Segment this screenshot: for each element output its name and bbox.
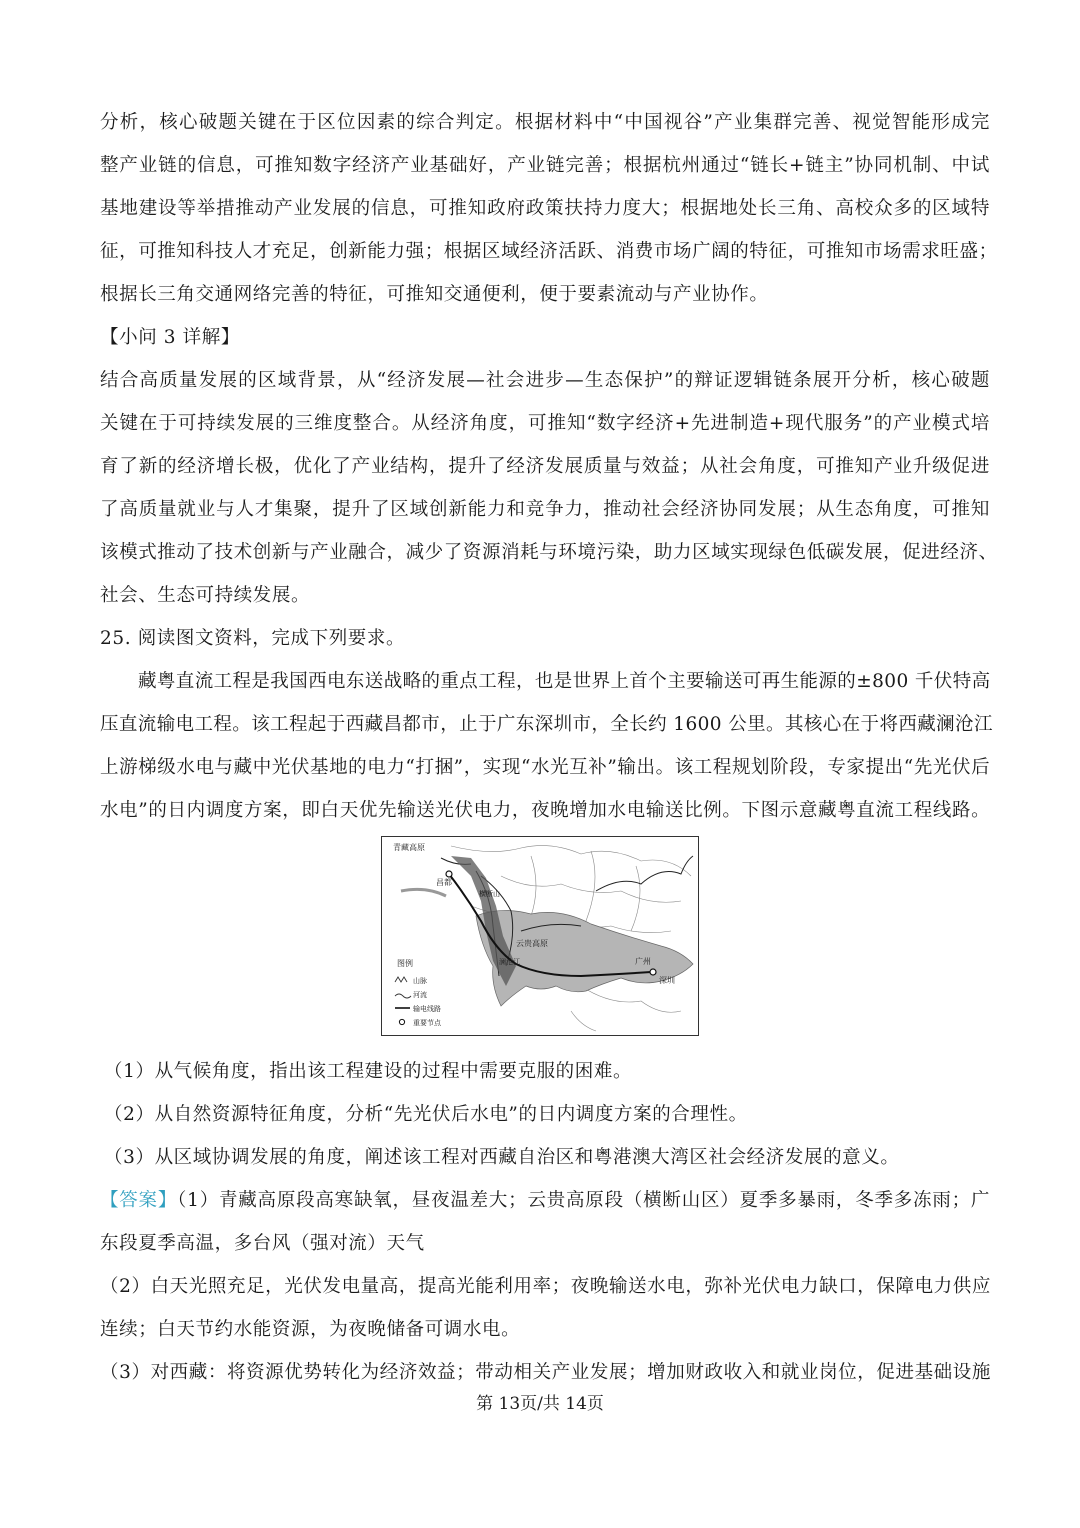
label-changdu: 昌都 (436, 878, 452, 887)
answer-line: 连续；白天节约水能资源，为夜晚储备可调水电。 (100, 1319, 521, 1340)
label-hengduan: 横断山 (479, 890, 500, 898)
text-line: 基地建设等举措推动产业发展的信息，可推知政府政策扶持力度大；根据地处长三角、高校众多的区域特 (100, 198, 990, 219)
answer-line: 东段夏季高温，多台风（强对流）天气 (100, 1233, 425, 1254)
material-line: 水电”的日内调度方案，即白天优先输送光伏电力，夜晚增加水电输送比例。下图示意藏粤直流工程线路。 (100, 800, 990, 821)
answer-line: （2）白天光照充足，光伏发电量高，提高光能利用率；夜晚输送水电，弥补光伏电力缺口，保障电力供应 (100, 1276, 991, 1297)
text-line: 整产业链的信息，可推知数字经济产业基础好，产业链完善；根据杭州通过“链长+链主”协同机制、中试 (100, 155, 990, 176)
text-line: 关键在于可持续发展的三维度整合。从经济角度，可推知“数字经济+先进制造+现代服务”的产业模式培 (100, 413, 990, 434)
material-line: 上游梯级水电与藏中光伏基地的电力“打捆”，实现“水光互补”输出。该工程规划阶段，专家提出“先光伏后 (100, 757, 990, 778)
label-guangzhou: 广州 (635, 957, 651, 966)
section-heading: 【小问 3 详解】 (100, 327, 240, 348)
text-line: 社会、生态可持续发展。 (100, 585, 311, 606)
label-qinghai-tibet: 青藏高原 (393, 843, 425, 852)
answer-line: （3）对西藏：将资源优势转化为经济效益；带动相关产业发展；增加财政收入和就业岗位，促进基础设施 (100, 1362, 991, 1383)
route-map (381, 836, 699, 1036)
legend-title: 图例 (397, 959, 413, 968)
question-line: （3）从区域协调发展的角度，阐述该工程对西藏自治区和粤港澳大湾区社会经济发展的意义。 (104, 1147, 900, 1168)
node-shenzhen (650, 969, 656, 975)
legend-river: 河流 (413, 991, 427, 999)
text-line: 结合高质量发展的区域背景，从“经济发展—社会进步—生态保护”的辩证逻辑链条展开分析，核心破题 (100, 370, 990, 391)
answer-text: （1）青藏高原段高寒缺氧，昼夜温差大；云贵高原段（横断山区）夏季多暴雨，冬季多冻雨；广 (177, 1190, 990, 1211)
answer-label: 【答案】 (100, 1190, 178, 1211)
legend-node-icon (399, 1019, 404, 1024)
question-line: （1）从气候角度，指出该工程建设的过程中需要克服的困难。 (104, 1061, 633, 1082)
material-line: 压直流输电工程。该工程起于西藏昌都市，止于广东深圳市，全长约 1600 公里。其核心在于将西藏澜沧江 (100, 714, 993, 735)
page-footer: 第 13页/共 14页 (476, 1394, 604, 1414)
question-heading: 25. 阅读图文资料，完成下列要求。 (100, 628, 406, 649)
text-line: 育了新的经济增长极，优化了产业结构，提升了经济发展质量与效益；从社会角度，可推知产业升级促进 (100, 456, 990, 477)
legend-node: 重要节点 (413, 1019, 441, 1027)
node-changdu (446, 871, 452, 877)
text-line: 分析，核心破题关键在于区位因素的综合判定。根据材料中“中国视谷”产业集群完善、视觉智能形成完 (100, 112, 990, 133)
label-shenzhen: 深圳 (659, 976, 675, 985)
question-line: （2）从自然资源特征角度，分析“先光伏后水电”的日内调度方案的合理性。 (104, 1104, 748, 1125)
label-yungui: 云贵高原 (516, 939, 548, 948)
text-line: 该模式推动了技术创新与产业融合，减少了资源消耗与环境污染，助力区域实现绿色低碳发展，促进经济、 (100, 542, 998, 563)
legend-line: 输电线路 (413, 1005, 441, 1013)
material-line: 藏粤直流工程是我国西电东送战略的重点工程，也是世界上首个主要输送可再生能源的±800 千伏特高 (138, 671, 991, 692)
legend-mountain: 山脉 (413, 977, 427, 985)
label-lancang: 澜沧江 (499, 958, 520, 966)
text-line: 根据长三角交通网络完善的特征，可推知交通便利，便于要素流动与产业协作。 (100, 284, 769, 305)
text-line: 了高质量就业与人才集聚，提升了区域创新能力和竞争力，推动社会经济协同发展；从生态角度，可推知 (100, 499, 990, 520)
text-line: 征，可推知科技人才充足，创新能力强；根据区域经济活跃、消费市场广阔的特征，可推知市场需求旺盛； (100, 241, 998, 262)
answer-line (100, 1188, 990, 1214)
